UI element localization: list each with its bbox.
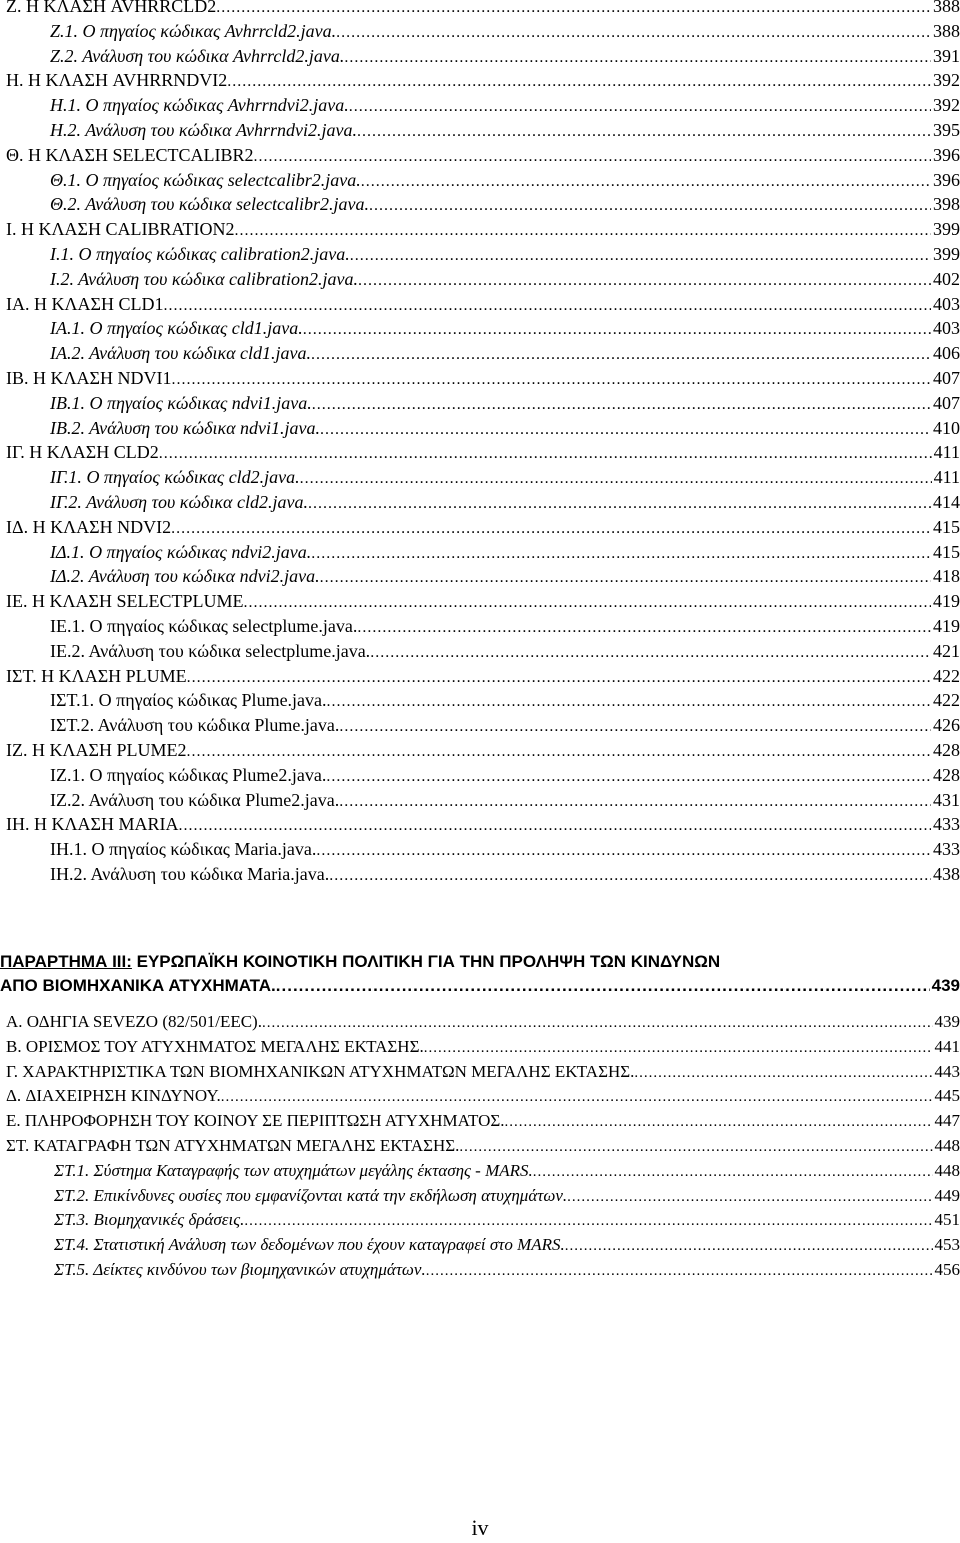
toc-entry-title xyxy=(50,194,369,215)
toc-entry-prefix: ΙΑ.2. xyxy=(50,343,90,364)
toc-entry-prefix: ΙΗ.1. xyxy=(50,839,92,860)
toc-entry[interactable] xyxy=(0,616,960,640)
toc-entry-title xyxy=(54,1260,426,1280)
toc-entry[interactable] xyxy=(0,418,960,442)
toc-entry-label: ΚΛΑΣΗ CALIBRATION2 xyxy=(38,219,235,240)
toc-entry-page: 407 xyxy=(933,392,960,413)
toc-entry[interactable] xyxy=(0,95,960,119)
toc-entry[interactable] xyxy=(0,1062,960,1086)
toc-entry-label: ΚΛΑΣΗ NDVI2 xyxy=(50,516,172,537)
toc-entry-page: 415 xyxy=(933,516,960,537)
toc-entry-page: 445 xyxy=(934,1086,960,1106)
toc-entry-prefix: ΣΤ. xyxy=(6,1136,34,1155)
toc-entry[interactable] xyxy=(0,1161,960,1185)
toc-entry-prefix: Β. xyxy=(6,1036,26,1056)
toc-entry-prefix: Ζ. Η xyxy=(6,0,44,16)
leader-dots xyxy=(634,1065,932,1082)
toc-entry-label: Ο πηγαίος κώδικας Avhrrcld2.java. xyxy=(82,20,337,41)
leader-dots xyxy=(276,974,930,998)
toc-entry-title xyxy=(50,393,312,414)
leader-dots xyxy=(350,247,931,265)
toc-entry-page: 399 xyxy=(933,219,960,240)
toc-entry-title xyxy=(50,492,308,513)
toc-entry[interactable] xyxy=(0,120,960,144)
leader-dots xyxy=(339,718,931,736)
toc-entry-title xyxy=(50,120,357,141)
toc-entry-title xyxy=(6,814,179,835)
toc-entry-prefix: ΙΔ. Η xyxy=(6,516,51,537)
toc-entry-page: 407 xyxy=(933,368,960,388)
toc-entry[interactable] xyxy=(0,492,960,516)
toc-entry-page: 419 xyxy=(933,616,960,636)
toc-entry-label: ΔΙΑΧΕΙΡΗΣΗ ΚΙΝΔΥΝΟΥ. xyxy=(25,1086,221,1106)
toc-entry-label: Ανάλυση του κώδικα Avhrrcld2.java. xyxy=(82,45,345,66)
toc-entry-title xyxy=(50,641,370,662)
toc-entry[interactable] xyxy=(0,46,960,70)
toc-entry-page: 439 xyxy=(934,1012,960,1031)
leader-dots xyxy=(459,1139,932,1156)
toc-entry-page: 396 xyxy=(933,144,960,165)
toc-entry-label: Ανάλυση του κώδικα ndvi2.java. xyxy=(88,566,320,587)
leader-dots xyxy=(505,1114,933,1131)
toc-entry[interactable] xyxy=(0,269,960,293)
toc-entry-title xyxy=(50,467,300,488)
toc-entry-label: ΟΔΗΓΙΑ SEVEZO (82/501/EEC). xyxy=(26,1012,262,1031)
leader-dots xyxy=(567,1189,932,1206)
toc-entry-title xyxy=(6,442,159,463)
toc-entry-label: ΠΛΗΡΟΦΟΡΗΣΗ ΤΟΥ ΚΟΙΝΟΥ ΣΕ ΠΕΡΙΠΤΩΣΗ ΑΤΥΧΗΜΑΤΟΣ. xyxy=(24,1111,505,1131)
page-number: iv xyxy=(471,1515,489,1540)
toc-entry-title xyxy=(50,21,336,42)
toc-entry-title xyxy=(54,1161,533,1181)
toc-entry-page: 391 xyxy=(933,45,960,66)
toc-entry-prefix: ΙΖ.1. xyxy=(50,764,90,785)
appendix-heading[interactable] xyxy=(0,950,960,998)
toc-entry-page: 399 xyxy=(933,244,960,264)
toc-entry-page: 453 xyxy=(934,1235,960,1255)
toc-entry-prefix: Θ.2. xyxy=(50,194,86,215)
toc-entry-prefix: ΙΔ.2. xyxy=(50,566,89,587)
toc-entry-prefix: Η.2. xyxy=(50,120,86,140)
leader-dots xyxy=(339,793,931,811)
toc-entry[interactable] xyxy=(0,839,960,863)
toc-entry-label: ΚΛΑΣΗ MARIA xyxy=(51,814,179,835)
leader-dots xyxy=(533,1164,933,1181)
toc-entry-page: 392 xyxy=(933,95,960,116)
toc-entry-title xyxy=(6,368,172,389)
toc-entry-title xyxy=(6,294,164,315)
toc-entry-prefix: ΙΑ. Η xyxy=(6,293,52,314)
toc-entry-page: 433 xyxy=(933,814,960,835)
toc-entry-page: 395 xyxy=(933,120,960,140)
toc-entry-prefix: Α. xyxy=(6,1012,27,1031)
toc-entry-label: ΚΛΑΣΗ SELECTPLUME xyxy=(49,591,244,612)
toc-entry[interactable] xyxy=(0,1086,960,1110)
toc-entry-title xyxy=(50,864,329,885)
leader-dots xyxy=(216,0,931,17)
toc-entry[interactable] xyxy=(0,194,960,218)
toc-entry-title xyxy=(50,765,326,786)
toc-entry-prefix: ΣΤ.2. xyxy=(54,1185,94,1205)
toc-entry[interactable] xyxy=(0,0,960,20)
toc-entry[interactable] xyxy=(0,219,960,243)
toc-entry-label: Ο πηγαίος κώδικας Avhrrndvi2.java. xyxy=(85,95,349,116)
leader-dots xyxy=(244,594,931,612)
toc-entry-page: 402 xyxy=(933,268,960,289)
toc-entry-page: 451 xyxy=(934,1210,960,1230)
toc-entry-title xyxy=(54,1186,567,1206)
toc-entry-label: ΚΛΑΣΗ AVHRRCLD2 xyxy=(43,0,217,16)
toc-entry-page: 411 xyxy=(933,442,960,463)
toc-entry[interactable] xyxy=(0,244,960,268)
toc-entry-title xyxy=(50,790,339,811)
toc-entry-page: 421 xyxy=(933,640,960,661)
toc-entry-page: 422 xyxy=(933,690,960,711)
toc-entry[interactable] xyxy=(0,814,960,838)
toc-entry-page: 388 xyxy=(933,0,960,16)
appendix-heading-line2 xyxy=(0,974,960,998)
toc-entry-page: 441 xyxy=(934,1036,960,1056)
leader-dots xyxy=(311,545,931,563)
toc-entry-prefix: ΙΕ.2. xyxy=(50,640,89,661)
toc-entry-label: Ανάλυση του κώδικα selectplume.java. xyxy=(88,640,371,661)
toc-entry[interactable] xyxy=(0,765,960,789)
toc-entry-label: ΟΡΙΣΜΟΣ ΤΟΥ ΑΤΥΧΗΜΑΤΟΣ ΜΕΓΑΛΗΣ ΕΚΤΑΣΗΣ. xyxy=(25,1036,424,1056)
toc-entry-title xyxy=(50,418,320,439)
leader-dots xyxy=(300,470,932,488)
toc-entry-label: ΚΛΑΣΗ PLUME2 xyxy=(49,740,187,760)
leader-dots xyxy=(336,24,931,42)
appendix-title-line2: ΑΠΟ ΒΙΟΜΗΧΑΝΙΚΑ ΑΤΥΧΗΜΑΤΑ. xyxy=(0,976,276,995)
toc-entry[interactable] xyxy=(0,591,960,615)
toc-entry-prefix: ΣΤ.4. xyxy=(54,1235,94,1255)
toc-entry-page: 438 xyxy=(933,864,960,884)
toc-entry-prefix: ΙΕ. Η xyxy=(6,591,50,612)
leader-dots xyxy=(254,148,931,166)
toc-entry-prefix: Θ.1. xyxy=(50,169,86,190)
toc-entry-label: Ο πηγαίος κώδικας selectcalibr2.java. xyxy=(85,169,361,190)
toc-entry-label: Ο πηγαίος κώδικας cld1.java. xyxy=(89,318,303,339)
leader-dots xyxy=(227,73,931,91)
toc-entry[interactable] xyxy=(0,294,960,318)
toc-entry-label: Επικίνδυνες ουσίες που εμφανίζονται κατά την εκδήλωση ατυχημάτων. xyxy=(93,1185,568,1205)
leader-dots xyxy=(358,272,931,290)
toc-entry-title xyxy=(50,839,316,860)
toc-entry-page: 406 xyxy=(933,343,960,364)
toc-entry-prefix: ΙΗ. Η xyxy=(6,814,52,835)
toc-entry-page: 426 xyxy=(933,715,960,736)
toc-entry-page: 431 xyxy=(933,789,960,810)
toc-entry-prefix: ΙΖ.2. xyxy=(50,789,89,810)
leader-dots xyxy=(357,123,931,141)
toc-entry-label: Βιομηχανικές δράσεις. xyxy=(93,1210,245,1230)
toc-entry-title xyxy=(6,517,171,538)
toc-entry[interactable] xyxy=(0,715,960,739)
toc-entry[interactable] xyxy=(0,1111,960,1135)
toc-entry-title xyxy=(50,269,358,290)
leader-dots xyxy=(565,1238,933,1255)
leader-dots xyxy=(164,297,931,315)
toc-entry[interactable] xyxy=(0,145,960,169)
toc-entry-label: Στατιστική Ανάλυση των δεδομένων που έχουν καταγραφεί στο MARS. xyxy=(93,1235,565,1255)
toc-entry-title xyxy=(50,170,361,191)
toc-entry-title xyxy=(50,616,357,637)
toc-entry-title xyxy=(50,566,320,587)
toc-entry-label: ΚΛΑΣΗ CLD2 xyxy=(46,442,159,463)
leader-dots xyxy=(172,371,931,389)
toc-entry-prefix: Θ. Η xyxy=(6,144,46,165)
toc-entry[interactable] xyxy=(0,864,960,888)
toc-entry[interactable] xyxy=(0,393,960,417)
toc-entry[interactable] xyxy=(0,1186,960,1210)
toc-entry-label: Ανάλυση του κώδικα cld2.java. xyxy=(86,492,308,512)
toc-entry-label: Σύστημα Καταγραφής των ατυχημάτων μεγάλης έκτασης - MARS. xyxy=(93,1160,533,1180)
toc-entry-page: 448 xyxy=(934,1136,960,1155)
leader-dots xyxy=(320,421,931,439)
toc-entry-page: 428 xyxy=(933,764,960,785)
leader-dots xyxy=(327,693,931,711)
toc-entry-title xyxy=(6,740,187,761)
toc-entry-title xyxy=(6,666,187,687)
toc-entry-prefix: Ε. xyxy=(6,1111,25,1131)
toc-entry-label: ΚΛΑΣΗ NDVI1 xyxy=(50,368,172,388)
leader-dots xyxy=(344,49,931,67)
toc-entry[interactable] xyxy=(0,740,960,764)
toc-entry-label: Ο πηγαίος κώδικας selectplume.java. xyxy=(89,616,358,636)
toc-entry-prefix: ΙΓ.1. xyxy=(50,467,87,488)
toc-entry-page: 403 xyxy=(933,293,960,314)
toc-entry-title xyxy=(6,1037,424,1057)
toc-entry-label: Ο πηγαίος κώδικας Plume.java. xyxy=(98,690,327,711)
toc-entry-page: 415 xyxy=(933,541,960,562)
toc-entry-page: 414 xyxy=(933,492,960,512)
toc-entry-prefix: ΙΒ.1. xyxy=(50,392,90,413)
toc-entry[interactable] xyxy=(0,467,960,491)
toc-entry-title xyxy=(6,1136,459,1156)
leader-dots xyxy=(316,842,931,860)
toc-entry-title xyxy=(6,70,227,91)
toc-entry-prefix: ΙΒ. Η xyxy=(6,368,51,388)
toc-entry-page: 398 xyxy=(933,194,960,215)
toc-entry-prefix: Ζ.1. xyxy=(50,20,83,41)
appendix-label: ΠΑΡΑΡΤΗΜΑ ΙΙΙ: xyxy=(0,952,132,971)
toc-entry-label: Ανάλυση του κώδικα ndvi1.java. xyxy=(89,417,321,438)
toc-entry-title xyxy=(50,318,303,339)
toc-entry-label: Ο πηγαίος κώδικας Maria.java. xyxy=(91,839,317,860)
toc-entry-page: 448 xyxy=(934,1160,960,1180)
leader-dots xyxy=(235,222,931,240)
toc-entry-prefix: ΙΑ.1. xyxy=(50,318,90,339)
toc-entry-prefix: Ζ.2. xyxy=(50,45,83,66)
toc-entry-title xyxy=(6,1111,505,1131)
toc-entry[interactable] xyxy=(0,1136,960,1160)
toc-entry-prefix: Η. Η xyxy=(6,70,46,91)
toc-entry-prefix: ΙΔ.1. xyxy=(50,541,90,562)
toc-entry-label: Ο πηγαίος κώδικας ndvi2.java. xyxy=(89,541,312,562)
toc-entry[interactable] xyxy=(0,690,960,714)
toc-entry-page: 392 xyxy=(933,70,960,91)
toc-entry-page: 443 xyxy=(934,1061,960,1081)
toc-entry[interactable] xyxy=(0,666,960,690)
toc-entry-title xyxy=(6,1086,221,1106)
toc-entry-page: 419 xyxy=(933,591,960,612)
toc-entry-label: ΧΑΡΑΚΤΗΡΙΣΤΙΚΑ ΤΩΝ ΒΙΟΜΗΧΑΝΙΚΩΝ ΑΤΥΧΗΜΑΤΩΝ ΜΕΓΑΛΗΣ ΕΚΤΑΣΗΣ. xyxy=(22,1061,635,1081)
toc-entry-page: 433 xyxy=(933,839,960,860)
toc-entry-page: 410 xyxy=(933,417,960,438)
leader-dots xyxy=(311,346,931,364)
toc-entry-label: ΚΛΑΣΗ SELECTCALIBR2 xyxy=(45,144,254,165)
toc-entry-title xyxy=(54,1210,244,1230)
toc-entry-page: 411 xyxy=(933,467,960,488)
toc-entry-page: 403 xyxy=(933,318,960,339)
toc-entry[interactable] xyxy=(0,170,960,194)
toc-entry-page: 396 xyxy=(933,169,960,190)
toc-entry-title xyxy=(6,591,244,612)
appendix-heading-line1 xyxy=(0,950,960,974)
leader-dots xyxy=(329,867,931,885)
toc-entry[interactable] xyxy=(0,442,960,466)
toc-entry-page: 456 xyxy=(934,1260,960,1279)
leader-dots xyxy=(326,768,931,786)
toc-entry[interactable] xyxy=(0,1012,960,1036)
toc-entry-prefix: Ι. Η xyxy=(6,219,39,240)
appendix-page: 439 xyxy=(931,976,960,995)
toc-entry[interactable] xyxy=(0,1037,960,1061)
toc-entry-title xyxy=(6,1012,262,1032)
leader-dots xyxy=(187,669,931,687)
toc-entry-prefix: Η.1. xyxy=(50,95,86,116)
toc-entry-prefix: ΙΗ.2. xyxy=(50,864,91,884)
toc-entry-label: Ο πηγαίος κώδικας Plume2.java. xyxy=(89,764,327,785)
toc-entry-label: ΚΛΑΣΗ AVHRRNDVI2 xyxy=(45,70,228,91)
toc-entry-label: ΚΛΑΣΗ PLUME xyxy=(58,665,187,686)
toc-entry-title xyxy=(6,1062,634,1082)
leader-dots xyxy=(187,743,931,761)
toc-entry-prefix: ΣΤ.3. xyxy=(54,1210,94,1230)
toc-entry-page: 422 xyxy=(933,665,960,686)
toc-entry-label: Δείκτες κινδύνου των βιομηχανικών ατυχημάτων. xyxy=(93,1260,426,1279)
toc-entry[interactable] xyxy=(0,1235,960,1259)
toc-entry-prefix: Γ. xyxy=(6,1061,23,1081)
toc-entry-prefix: ΙΣΤ.2. xyxy=(50,715,98,736)
toc-entry-prefix: ΙΓ. Η xyxy=(6,442,47,463)
leader-dots xyxy=(179,817,931,835)
toc-entry-title xyxy=(54,1235,565,1255)
toc-entry-title xyxy=(6,219,235,240)
leader-dots xyxy=(357,619,931,637)
toc-entry-title xyxy=(50,46,344,67)
toc-entry[interactable] xyxy=(0,368,960,392)
leader-dots xyxy=(262,1015,933,1032)
toc-entry-page: 447 xyxy=(934,1111,960,1131)
leader-dots xyxy=(369,197,931,215)
toc-entry-prefix: ΣΤ.1. xyxy=(54,1160,94,1180)
toc-entry[interactable] xyxy=(0,641,960,665)
leader-dots xyxy=(424,1040,933,1057)
toc-entry-label: ΚΑΤΑΓΡΑΦΗ ΤΩΝ ΑΤΥΧΗΜΑΤΩΝ ΜΕΓΑΛΗΣ ΕΚΤΑΣΗΣ. xyxy=(33,1136,460,1155)
toc-entry-label: Ο πηγαίος κώδικας calibration2.java. xyxy=(78,244,350,264)
toc-entry-label: ΚΛΑΣΗ CLD1 xyxy=(51,293,164,314)
leader-dots xyxy=(349,98,931,116)
toc-entry-page: 418 xyxy=(933,566,960,587)
leader-dots xyxy=(244,1213,932,1230)
toc-entry[interactable] xyxy=(0,542,960,566)
leader-dots xyxy=(303,321,931,339)
toc-entry-label: Ανάλυση του κώδικα Plume.java. xyxy=(97,715,340,736)
toc-entry-page: 449 xyxy=(934,1185,960,1205)
toc-entry-label: Ο πηγαίος κώδικας ndvi1.java. xyxy=(89,392,312,413)
toc-entry-label: Ο πηγαίος κώδικας cld2.java. xyxy=(86,467,300,488)
toc-entry-page: 388 xyxy=(933,20,960,41)
toc-entry-prefix: ΣΤ.5. xyxy=(54,1260,94,1279)
toc-entry[interactable] xyxy=(0,517,960,541)
toc-entry-prefix: Δ. xyxy=(6,1086,26,1106)
toc-entry[interactable] xyxy=(0,566,960,590)
toc-entry[interactable] xyxy=(0,70,960,94)
toc-entry-title xyxy=(50,95,349,116)
leader-dots xyxy=(320,569,931,587)
leader-dots xyxy=(370,644,931,662)
toc-entry-label: Ανάλυση του κώδικα selectcalibr2.java. xyxy=(85,194,370,215)
toc-entry-label: Ανάλυση του κώδικα Maria.java. xyxy=(90,864,330,884)
toc-entry-title xyxy=(50,542,311,563)
toc-entry-title xyxy=(50,343,311,364)
toc-entry-title xyxy=(6,145,254,166)
toc-entry-prefix: Ι.2. xyxy=(50,268,79,289)
toc-entry-prefix: ΙΣΤ. Η xyxy=(6,665,59,686)
toc-entry-title xyxy=(50,690,327,711)
toc-entry[interactable] xyxy=(0,318,960,342)
toc-entry[interactable] xyxy=(0,1210,960,1234)
toc-entry-title xyxy=(50,244,350,265)
leader-dots xyxy=(171,520,931,538)
toc-entry-label: Ανάλυση του κώδικα Avhrrndvi2.java. xyxy=(85,120,358,140)
toc-entry[interactable] xyxy=(0,21,960,45)
toc-entry-title xyxy=(50,715,339,736)
toc-entry-prefix: ΙΖ. Η xyxy=(6,740,50,760)
appendix-title-line1: ΕΥΡΩΠΑΪΚΗ ΚΟΙΝΟΤΙΚΗ ΠΟΛΙΤΙΚΗ ΓΙΑ ΤΗΝ ΠΡΟΛΗΨΗ ΤΩΝ ΚΙΝΔΥΝΩΝ xyxy=(131,952,721,971)
toc-entry-prefix: Ι.1. xyxy=(50,244,79,264)
toc-entry-prefix: ΙΕ.1. xyxy=(50,616,90,636)
toc-entry-prefix: ΙΓ.2. xyxy=(50,492,87,512)
leader-dots xyxy=(308,495,931,513)
toc-entry-label: Ανάλυση του κώδικα cld1.java. xyxy=(89,343,312,364)
toc-entry-page: 428 xyxy=(933,740,960,760)
toc-entry-label: Ανάλυση του κώδικα Plume2.java. xyxy=(88,789,340,810)
toc-entry-title xyxy=(6,0,216,17)
leader-dots xyxy=(361,173,931,191)
toc-entry-prefix: ΙΣΤ.1. xyxy=(50,690,99,711)
leader-dots xyxy=(159,445,932,463)
toc-entry-prefix: ΙΒ.2. xyxy=(50,417,90,438)
toc-entry[interactable] xyxy=(0,1260,960,1284)
toc-entry[interactable] xyxy=(0,790,960,814)
leader-dots xyxy=(312,396,931,414)
toc-entry-label: Ανάλυση του κώδικα calibration2.java. xyxy=(78,268,359,289)
leader-dots xyxy=(221,1089,933,1106)
leader-dots xyxy=(426,1263,933,1280)
toc-entry[interactable] xyxy=(0,343,960,367)
